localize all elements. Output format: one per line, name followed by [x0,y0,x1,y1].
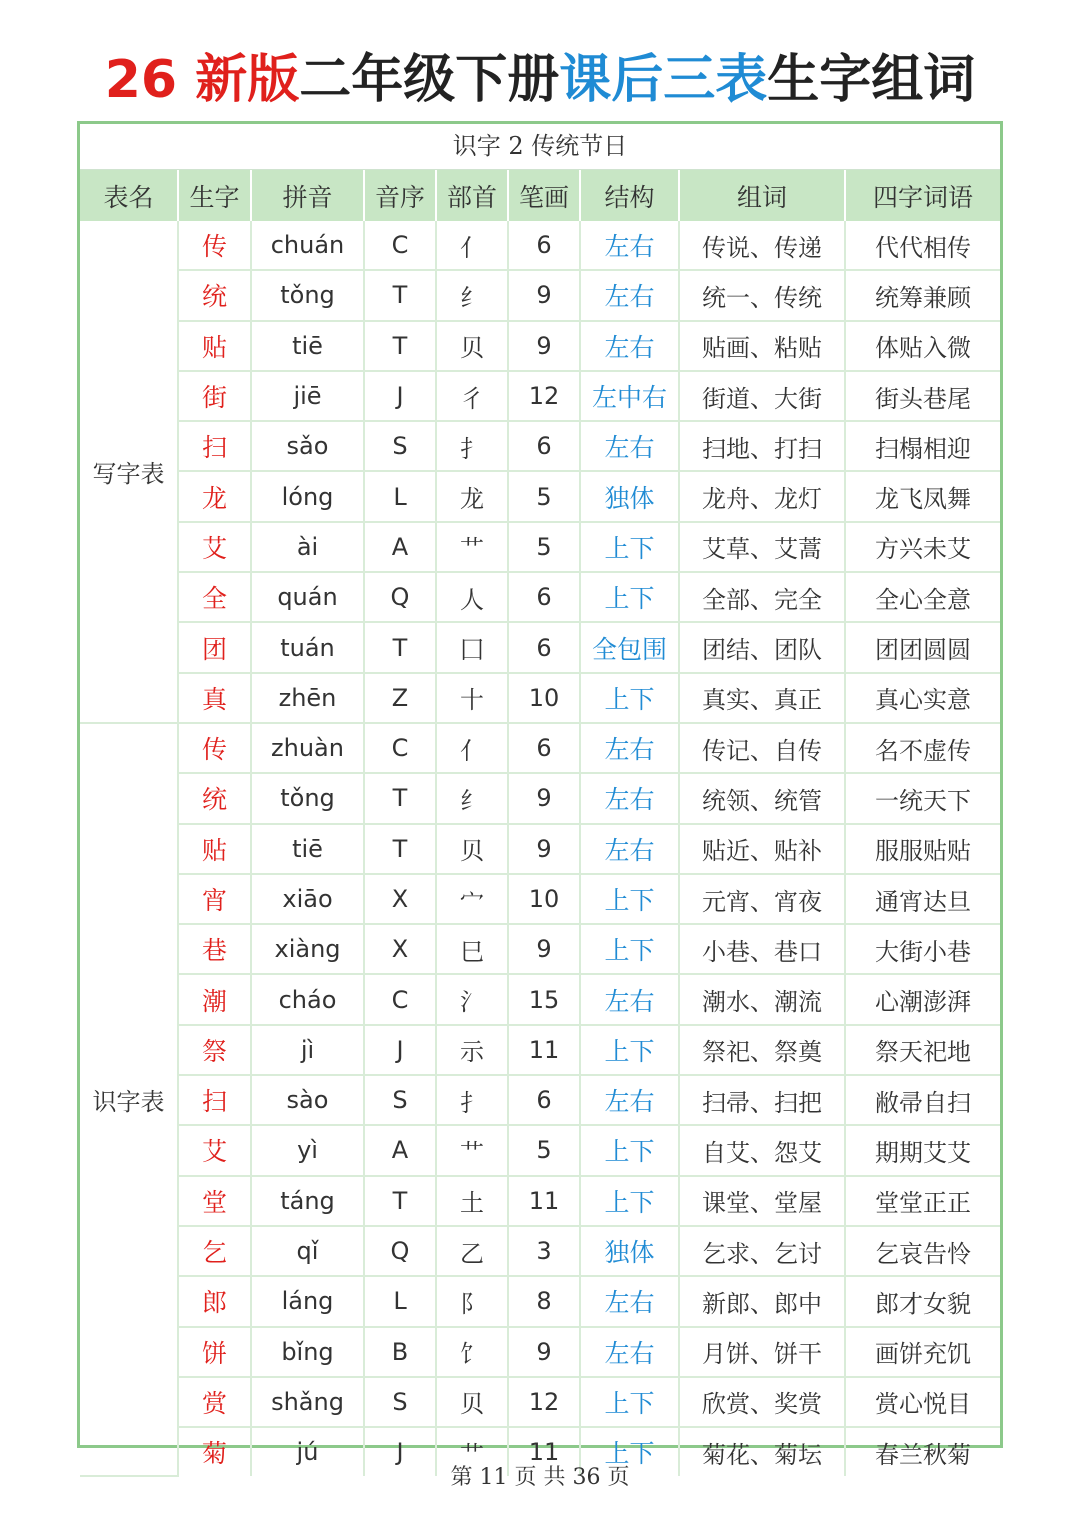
character-cell: 祭 [178,1025,251,1075]
character-cell: 艾 [178,1125,251,1175]
initial-cell: S [364,1075,436,1125]
initial-cell: S [364,421,436,471]
character-cell: 统 [178,270,251,320]
words-cell: 扫地、打扫 [679,421,845,471]
table-row [80,221,1000,270]
character-cell: 龙 [178,471,251,521]
pinyin-cell: tǒng [251,270,364,320]
radical-cell: 艹 [436,1125,508,1175]
structure-cell: 上下 [580,1377,679,1427]
character-cell: 扫 [178,421,251,471]
table-row [80,824,1000,874]
table-row [80,1176,1000,1226]
initial-cell: J [364,1025,436,1075]
character-cell: 贴 [178,824,251,874]
idiom-cell: 大街小巷 [845,924,1000,974]
pinyin-cell: jú [251,1427,364,1476]
strokes-cell: 9 [508,824,580,874]
radical-cell: 艹 [436,1427,508,1476]
structure-cell: 左右 [580,421,679,471]
strokes-cell: 11 [508,1176,580,1226]
header-radical: 部首 [436,170,508,221]
idiom-cell: 全心全意 [845,572,1000,622]
table-row [80,471,1000,521]
table-header-row [80,170,1000,221]
initial-cell: L [364,1276,436,1326]
character-cell: 巷 [178,924,251,974]
pinyin-cell: quán [251,572,364,622]
character-cell: 传 [178,221,251,270]
pinyin-cell: táng [251,1176,364,1226]
structure-cell: 全包围 [580,622,679,672]
strokes-cell: 9 [508,270,580,320]
structure-cell: 左右 [580,824,679,874]
words-cell: 团结、团队 [679,622,845,672]
words-cell: 月饼、饼干 [679,1327,845,1377]
idiom-cell: 敝帚自扫 [845,1075,1000,1125]
structure-cell: 独体 [580,471,679,521]
character-table-sheet [77,121,1003,1469]
words-cell: 祭祀、祭奠 [679,1025,845,1075]
structure-cell: 上下 [580,924,679,974]
structure-cell: 左右 [580,221,679,270]
character-cell: 饼 [178,1327,251,1377]
strokes-cell: 6 [508,723,580,773]
words-cell: 潮水、潮流 [679,974,845,1024]
radical-cell: 扌 [436,1075,508,1125]
words-cell: 贴近、贴补 [679,824,845,874]
words-cell: 全部、完全 [679,572,845,622]
table-row [80,270,1000,320]
pinyin-cell: jì [251,1025,364,1075]
words-cell: 真实、真正 [679,673,845,723]
structure-cell: 上下 [580,673,679,723]
words-cell: 小巷、巷口 [679,924,845,974]
table-row [80,673,1000,723]
table-row [80,321,1000,371]
pinyin-cell: qǐ [251,1226,364,1276]
table-row [80,1125,1000,1175]
table-row [80,572,1000,622]
character-cell: 乞 [178,1226,251,1276]
idiom-cell: 期期艾艾 [845,1125,1000,1175]
words-cell: 街道、大街 [679,371,845,421]
pinyin-cell: lóng [251,471,364,521]
structure-cell: 上下 [580,522,679,572]
idiom-cell: 一统天下 [845,773,1000,823]
character-cell: 潮 [178,974,251,1024]
structure-cell: 上下 [580,1025,679,1075]
table-caption: 识字 2 传统节日 [80,124,1000,170]
pinyin-cell: láng [251,1276,364,1326]
initial-cell: L [364,471,436,521]
table-row [80,924,1000,974]
pinyin-cell: sào [251,1075,364,1125]
words-cell: 菊花、菊坛 [679,1427,845,1476]
strokes-cell: 11 [508,1427,580,1476]
character-cell: 郎 [178,1276,251,1326]
initial-cell: A [364,1125,436,1175]
table-row [80,874,1000,924]
initial-cell: T [364,824,436,874]
radical-cell: 艹 [436,522,508,572]
character-cell: 传 [178,723,251,773]
initial-cell: T [364,622,436,672]
structure-cell: 上下 [580,874,679,924]
radical-cell: 阝 [436,1276,508,1326]
header-idiom: 四字词语 [845,170,1000,221]
title-part-three-tables: 课后三表 [559,50,768,110]
structure-cell: 左右 [580,1327,679,1377]
radical-cell: 纟 [436,270,508,320]
structure-cell: 左右 [580,723,679,773]
radical-cell: 亻 [436,723,508,773]
strokes-cell: 12 [508,1377,580,1427]
strokes-cell: 5 [508,1125,580,1175]
initial-cell: C [364,221,436,270]
radical-cell: 扌 [436,421,508,471]
radical-cell: 巳 [436,924,508,974]
initial-cell: X [364,924,436,974]
pinyin-cell: ài [251,522,364,572]
radical-cell: 乙 [436,1226,508,1276]
strokes-cell: 5 [508,522,580,572]
pinyin-cell: zhuàn [251,723,364,773]
table-row [80,371,1000,421]
initial-cell: C [364,974,436,1024]
radical-cell: 氵 [436,974,508,1024]
strokes-cell: 10 [508,673,580,723]
idiom-cell: 街头巷尾 [845,371,1000,421]
radical-cell: 纟 [436,773,508,823]
pinyin-cell: zhēn [251,673,364,723]
words-cell: 新郎、郎中 [679,1276,845,1326]
table-row [80,1276,1000,1326]
idiom-cell: 代代相传 [845,221,1000,270]
strokes-cell: 9 [508,924,580,974]
words-cell: 传记、自传 [679,723,845,773]
idiom-cell: 郎才女貌 [845,1276,1000,1326]
radical-cell: 贝 [436,321,508,371]
header-structure: 结构 [580,170,679,221]
words-cell: 传说、传递 [679,221,845,270]
words-cell: 龙舟、龙灯 [679,471,845,521]
strokes-cell: 15 [508,974,580,1024]
initial-cell: J [364,1427,436,1476]
initial-cell: Q [364,572,436,622]
strokes-cell: 9 [508,1327,580,1377]
table-row [80,1226,1000,1276]
pinyin-cell: tiē [251,824,364,874]
character-cell: 赏 [178,1377,251,1427]
words-cell: 贴画、粘贴 [679,321,845,371]
radical-cell: 亻 [436,221,508,270]
radical-cell: 囗 [436,622,508,672]
structure-cell: 上下 [580,1176,679,1226]
words-cell: 扫帚、扫把 [679,1075,845,1125]
strokes-cell: 10 [508,874,580,924]
words-cell: 乞求、乞讨 [679,1226,845,1276]
header-initial: 音序 [364,170,436,221]
initial-cell: T [364,773,436,823]
structure-cell: 左右 [580,321,679,371]
radical-cell: 贝 [436,824,508,874]
initial-cell: B [364,1327,436,1377]
initial-cell: Q [364,1226,436,1276]
strokes-cell: 6 [508,622,580,672]
header-pinyin: 拼音 [251,170,364,221]
idiom-cell: 心潮澎湃 [845,974,1000,1024]
idiom-cell: 龙飞凤舞 [845,471,1000,521]
radical-cell: 贝 [436,1377,508,1427]
header-table-name: 表名 [80,170,178,221]
structure-cell: 左右 [580,270,679,320]
table-row [80,773,1000,823]
idiom-cell: 真心实意 [845,673,1000,723]
radical-cell: 人 [436,572,508,622]
idiom-cell: 祭天祀地 [845,1025,1000,1075]
structure-cell: 独体 [580,1226,679,1276]
idiom-cell: 服服贴贴 [845,824,1000,874]
character-cell: 扫 [178,1075,251,1125]
idiom-cell: 方兴未艾 [845,522,1000,572]
words-cell: 欣赏、奖赏 [679,1377,845,1427]
pinyin-cell: tǒng [251,773,364,823]
initial-cell: T [364,321,436,371]
table-row [80,1327,1000,1377]
character-cell: 团 [178,622,251,672]
idiom-cell: 画饼充饥 [845,1327,1000,1377]
structure-cell: 左右 [580,773,679,823]
pinyin-cell: cháo [251,974,364,1024]
header-character: 生字 [178,170,251,221]
table-row [80,622,1000,672]
words-cell: 统一、传统 [679,270,845,320]
character-cell: 街 [178,371,251,421]
pinyin-cell: chuán [251,221,364,270]
radical-cell: 十 [436,673,508,723]
pinyin-cell: jiē [251,371,364,421]
character-cell: 全 [178,572,251,622]
radical-cell: 彳 [436,371,508,421]
title-part-word-groups: 生字组词 [767,50,976,110]
table-row [80,974,1000,1024]
initial-cell: Z [364,673,436,723]
strokes-cell: 6 [508,221,580,270]
strokes-cell: 6 [508,1075,580,1125]
character-cell: 菊 [178,1427,251,1476]
radical-cell: 示 [436,1025,508,1075]
idiom-cell: 乞哀告怜 [845,1226,1000,1276]
character-cell: 宵 [178,874,251,924]
initial-cell: A [364,522,436,572]
table-row [80,421,1000,471]
pinyin-cell: xiàng [251,924,364,974]
title-part-new-edition: 新版 [195,50,300,110]
page-footer: 第 11 页 共 36 页 [450,1465,630,1490]
table-row [80,1377,1000,1427]
group-name-cell: 识字表 [80,723,178,1476]
initial-cell: J [364,371,436,421]
strokes-cell: 3 [508,1226,580,1276]
header-words: 组词 [679,170,845,221]
structure-cell: 上下 [580,1427,679,1476]
pinyin-cell: shǎng [251,1377,364,1427]
idiom-cell: 赏心悦目 [845,1377,1000,1427]
radical-cell: 龙 [436,471,508,521]
structure-cell: 左右 [580,1075,679,1125]
table-row [80,1075,1000,1125]
words-cell: 元宵、宵夜 [679,874,845,924]
structure-cell: 上下 [580,572,679,622]
table-row [80,1025,1000,1075]
initial-cell: T [364,270,436,320]
character-cell: 真 [178,673,251,723]
radical-cell: 土 [436,1176,508,1226]
pinyin-cell: tuán [251,622,364,672]
title-part-grade: 二年级下册 [299,50,560,110]
strokes-cell: 12 [508,371,580,421]
character-table [80,170,1000,1477]
idiom-cell: 体贴入微 [845,321,1000,371]
initial-cell: C [364,723,436,773]
strokes-cell: 9 [508,773,580,823]
initial-cell: T [364,1176,436,1226]
idiom-cell: 通宵达旦 [845,874,1000,924]
words-cell: 艾草、艾蒿 [679,522,845,572]
words-cell: 自艾、怨艾 [679,1125,845,1175]
strokes-cell: 11 [508,1025,580,1075]
pinyin-cell: bǐng [251,1327,364,1377]
strokes-cell: 5 [508,471,580,521]
character-cell: 堂 [178,1176,251,1226]
structure-cell: 左右 [580,1276,679,1326]
character-cell: 艾 [178,522,251,572]
structure-cell: 左中右 [580,371,679,421]
radical-cell: 宀 [436,874,508,924]
idiom-cell: 团团圆圆 [845,622,1000,672]
pinyin-cell: sǎo [251,421,364,471]
words-cell: 统领、统管 [679,773,845,823]
structure-cell: 左右 [580,974,679,1024]
pinyin-cell: xiāo [251,874,364,924]
pinyin-cell: yì [251,1125,364,1175]
group-name-cell: 写字表 [80,221,178,723]
strokes-cell: 6 [508,421,580,471]
strokes-cell: 9 [508,321,580,371]
table-row [80,723,1000,773]
idiom-cell: 堂堂正正 [845,1176,1000,1226]
page-title [0,40,1080,120]
idiom-cell: 春兰秋菊 [875,1440,971,1469]
pinyin-cell: tiē [251,321,364,371]
idiom-cell: 名不虚传 [845,723,1000,773]
structure-cell: 上下 [580,1125,679,1175]
radical-cell: 饣 [436,1327,508,1377]
character-cell: 贴 [178,321,251,371]
character-cell: 统 [178,773,251,823]
title-number: 26 [104,50,178,110]
initial-cell: X [364,874,436,924]
strokes-cell: 6 [508,572,580,622]
header-strokes: 笔画 [508,170,580,221]
idiom-cell: 扫榻相迎 [845,421,1000,471]
words-cell: 课堂、堂屋 [679,1176,845,1226]
initial-cell: S [364,1377,436,1427]
strokes-cell: 8 [508,1276,580,1326]
table-row [80,522,1000,572]
idiom-cell: 统筹兼顾 [845,270,1000,320]
